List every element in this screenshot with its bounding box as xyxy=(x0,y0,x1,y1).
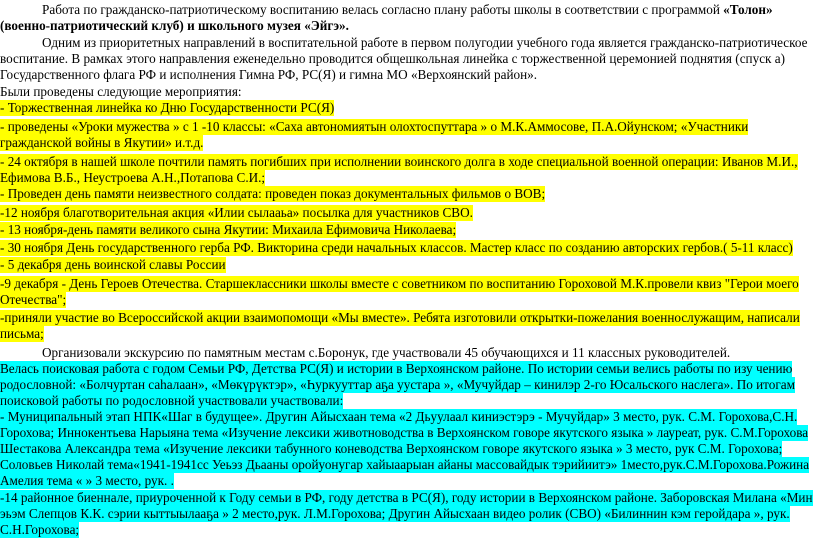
event-item-10-line-2: письма; xyxy=(0,326,44,341)
event-item-6: - 13 ноября-день памяти великого сына Якутии: Михаила Ефимовича Николаева; xyxy=(0,222,457,237)
event-item-5: -12 ноября благотворительная акция «Илии сылааьа» посылка для участников СВО. xyxy=(0,205,473,220)
search-work-line-6: Шестакова Александра тема «Изучение лексики табунного коневодства Верхоянском говоре якутского языка » 3 место, рук С.М. Горохова; xyxy=(0,441,783,456)
event-item-2-line-2: гражданской войны в Якутии» и.т.д. xyxy=(0,135,204,150)
event-item-9-line-2: Отечества"; xyxy=(0,292,67,307)
search-work-line-7: Соловьев Николай тема«1941-1941сс Уеьэз Дьааны оройуонугар хайыаарыан айаны массовайдык тэрийиитэ» 1место,рук.С.М.Горохова.Рожина xyxy=(0,457,810,472)
excursion-paragraph: Организовали экскурсию по памятным местам с.Боронук, где участвовали 45 обучающихся и 11 классных руководителей. xyxy=(42,345,731,360)
event-item-10-line-1: -приняли участие во Всероссийской акции взаимопомощи «Мы вместе». Ребята изготовили открытки-пожелания военнослужащим, написали xyxy=(0,310,800,325)
events-heading: Были проведены следующие мероприятия: xyxy=(0,84,242,99)
intro-paragraph-line-2: (военно-патриотический клуб) и школьного музея «Эйгэ». xyxy=(0,18,349,33)
event-item-7: - 30 ноября День государственного герба РФ. Викторина среди начальных классов. Мастер класс по созданию авторских гербов.( 5-11 класс) xyxy=(0,240,793,255)
biennale-line-3: С.Н.Горохова; xyxy=(0,522,80,537)
biennale-line-2: эьэм Слепцов К.К. сэрии кыттыылааҕа » 2 место,рук. Л.М.Горохова; Другин Айысхаан видео ролик (СВО) «Билиннин кэм геройдара », рук. xyxy=(0,506,790,521)
biennale-line-1: -14 районное биеннале, приуроченной к Году семьи в РФ, году детства в РС(Я), году истории в Верхоянском районе. Заборовская Милана «Мин xyxy=(0,490,813,505)
event-item-2-line-1: - проведены «Уроки мужества » с 1 -10 классы: «Саха автономиятын олохтоспуттара » о М.К.Аммосове, П.А.Ойунском; «Участники xyxy=(0,119,749,134)
event-item-1: - Торжественная линейка ко Дню Государственности РС(Я) xyxy=(0,100,335,115)
priority-paragraph-line-3: Государственного флага РФ и исполнения Гимна РФ, РС(Я) и гимна МО «Верхоянский район». xyxy=(0,67,538,82)
event-item-8: - 5 декабря день воинской славы России xyxy=(0,257,226,272)
priority-paragraph-line-2: воспитание. В рамках этого направления еженедельно проводится общешкольная линейка с торжественной церемонией поднятия (спуск а) xyxy=(0,51,785,66)
event-item-3-line-2: Ефимова В.Б., Неустроева А.Н.,Потапова С.И.; xyxy=(0,170,266,185)
search-work-line-3: поисковой работы по родословной участвовали участвовали: xyxy=(0,393,344,408)
program-name: «Толон» xyxy=(723,2,773,17)
priority-paragraph-line-1: Одним из приоритетных направлений в воспитательной работе в первом полугодии учебного года является гражданско-патриотическое xyxy=(42,35,808,50)
event-item-9-line-1: -9 декабря - День Героев Отечества. Старшеклассники школы вместе с советником по воспитанию Гороховой М.К.провели квиз "Герои моего xyxy=(0,276,799,291)
event-item-3-line-1: - 24 октября в нашей школе почтили память погибших при исполнении воинского долга в ходе специальной военной операции: Иванов М.И., xyxy=(0,154,798,169)
search-work-line-2: родословной: «Болчуртан саһалаан», «Мөкүрүктэр», «Һуркууттар аҕа уустара », «Мучуйдар – кинилэр 2-го Юсальского наслега». По итогам xyxy=(0,377,795,392)
search-work-line-8: Амелия тема « » 3 место, рук. . xyxy=(0,473,174,488)
search-work-line-4: - Муниципальный этап НПК«Шаг в будущее». Другин Айысхаан тема «2 Дьуулаал киниэстэрэ - Мучуйдар» 3 место, рук. С.М. Горохова,С.Н. xyxy=(0,409,798,424)
search-work-line-5: Горохова; Иннокентьева Нарыяна тема «Изучение лексики животноводства в Верхоянском говоре якутского языка » лауреат, рук. С.М.Горохова xyxy=(0,425,809,440)
search-work-line-1: Велась поисковая работа с годом Семьи РФ, Детства РС(Я) и истории в Верхоянском районе. По истории семьи велись работы по изу чению xyxy=(0,361,793,376)
intro-paragraph-line-1: Работа по гражданско-патриотическому воспитанию велась согласно плану работы школы в соответствии с программой «Толон» xyxy=(42,2,773,17)
event-item-4: - Проведен день памяти неизвестного солдата: проведен показ документальных фильмов о ВОВ; xyxy=(0,186,546,201)
